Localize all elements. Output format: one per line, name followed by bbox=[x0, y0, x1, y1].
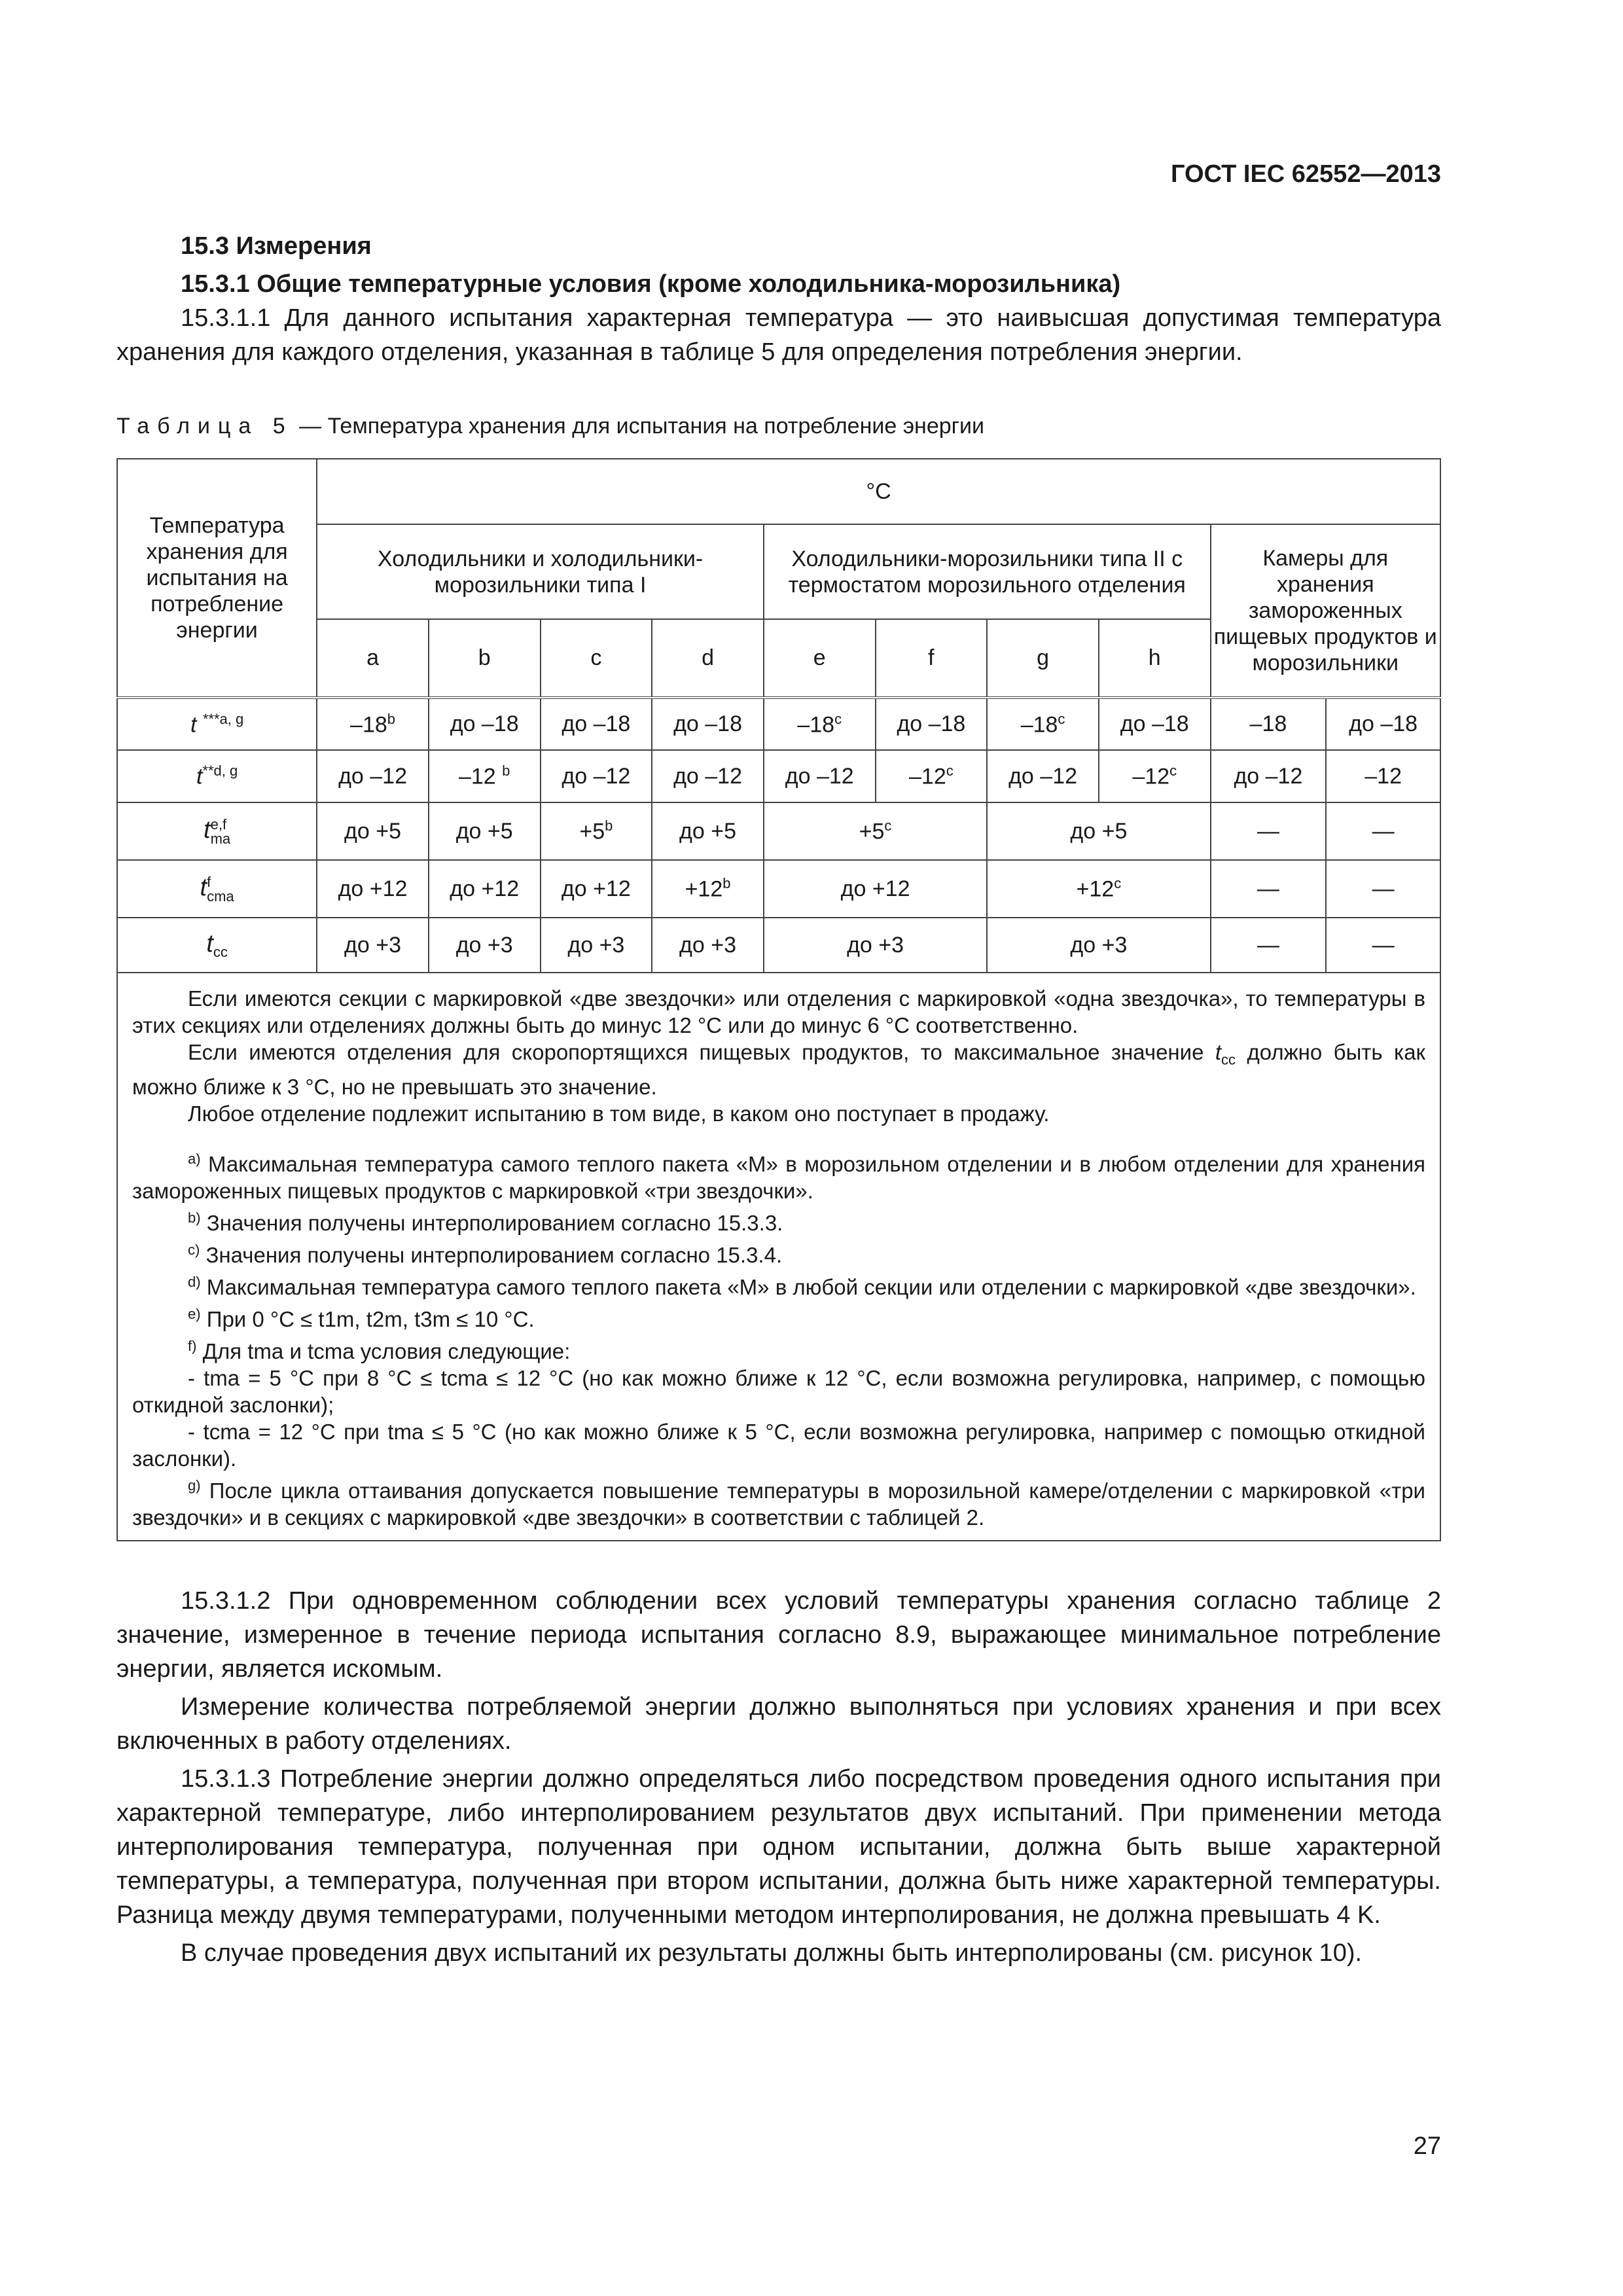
table-notes-row bbox=[117, 973, 1440, 1541]
table-cell: $+12^b$ bbox=[652, 860, 764, 918]
table-cell: $+5^b$ bbox=[541, 802, 652, 860]
table-cell: –18$^b$ bbox=[317, 698, 429, 750]
table-cell: до –18 bbox=[1099, 698, 1211, 750]
table-caption-text: — Температура хранения для испытания на потребление энергии bbox=[293, 414, 985, 439]
table-cell: до +12 bbox=[541, 860, 652, 918]
table-cell: до +3 bbox=[429, 918, 541, 973]
table-notes bbox=[117, 973, 1440, 1541]
table-cell: до –12 bbox=[317, 750, 429, 802]
table-cell: до –12 bbox=[1211, 750, 1327, 802]
unit-cell: °C bbox=[317, 459, 1440, 524]
footnote-a: $^{a)}$ Максимальная температура самого теплого пакета «М» в морозильном отделении и в любом отделении для хранения замороженных пищевых продуктов с маркировкой «три звездочки». bbox=[132, 1150, 1425, 1203]
column-header-e: e bbox=[764, 619, 876, 698]
group-header-type-1: Холодильники и холодильники-морозильники типа I bbox=[317, 524, 764, 619]
table-cell: –12 $^b$ bbox=[429, 750, 541, 802]
table-cell: — bbox=[1211, 802, 1327, 860]
table-cell: — bbox=[1326, 860, 1440, 918]
table-row bbox=[117, 860, 1440, 918]
group-header-freezers: Камеры для хранения замороженных пищевых продуктов и морозильники bbox=[1211, 524, 1440, 698]
row-label: t e,f ma bbox=[117, 802, 317, 860]
paragraph-15-3-1-1: 15.3.1.1 Для данного испытания характерная температура — это наивысшая допустимая температура хранения для каждого отделения, указанная в таблице 5 для определения потребления энергии. bbox=[116, 304, 1441, 366]
table-cell: — bbox=[1211, 918, 1327, 973]
column-header-a: a bbox=[317, 619, 429, 698]
row-label: t $^{***a, g}$ bbox=[117, 698, 317, 750]
table-row bbox=[117, 918, 1440, 973]
table-cell: — bbox=[1326, 802, 1440, 860]
column-header-d: d bbox=[652, 619, 764, 698]
table-cell: $+12^c$ bbox=[987, 860, 1210, 918]
table-caption-label: Таблица 5 bbox=[116, 414, 293, 439]
body-text bbox=[116, 1584, 1441, 1970]
column-header-f: f bbox=[876, 619, 988, 698]
table-cell: –12$^c$ bbox=[1099, 750, 1211, 802]
column-header-g: g bbox=[987, 619, 1099, 698]
table-cell: до –18 bbox=[1326, 698, 1440, 750]
row-label: t f cma bbox=[117, 860, 317, 918]
table-cell: до –18 bbox=[429, 698, 541, 750]
table-cell: до +3 bbox=[652, 918, 764, 973]
section-heading: 15.3 Измерения bbox=[181, 232, 372, 260]
footnote-c: $^{c)}$ Значения получены интерполированием согласно 15.3.4. bbox=[188, 1241, 783, 1267]
group-header-type-2: Холодильники-морозильники типа II с термостатом морозильного отделения bbox=[764, 524, 1211, 619]
footnote-f: $^{f)}$ Для tma и tcma условия следующие: bbox=[188, 1337, 571, 1363]
table-cell: до +12 bbox=[764, 860, 987, 918]
table-cell: –12 bbox=[1326, 750, 1440, 802]
table-cell: –18$^c$ bbox=[987, 698, 1099, 750]
table-cell: до +3 bbox=[987, 918, 1210, 973]
table-cell: $+5^c$ bbox=[764, 802, 987, 860]
table-cell: –18 bbox=[1211, 698, 1327, 750]
table-row bbox=[117, 802, 1440, 860]
table-cell: до +12 bbox=[429, 860, 541, 918]
paragraph-15-3-1-3: 15.3.1.3 Потребление энергии должно определяться либо посредством проведения одного испытания при характерной температуре, либо интерполированием результатов двух испытаний. При применении метода интерполирования температура, полученная при одном испытании, должна быть выше характерной температуры, а температура, полученная при втором испытании, должна быть ниже характерной температуры. Разница между двумя температурами, полученными методом интерполирования, не должна превышать 4 K. bbox=[116, 1765, 1441, 1929]
temperature-table bbox=[116, 458, 1441, 1541]
footnote-e: $^{e)}$ При 0 °C ≤ t1m, t2m, t3m ≤ 10 °C. bbox=[188, 1305, 535, 1331]
table-cell: до –12 bbox=[541, 750, 652, 802]
table-cell: до +5 bbox=[429, 802, 541, 860]
note-2: Если имеются отделения для скоропортящихся пищевых продуктов, то максимальное значение $t_{cc}$ должно быть как можно ближе к 3 °C, но не превышать это значение. bbox=[132, 1040, 1425, 1099]
table-cell: до +3 bbox=[317, 918, 429, 973]
table-cell: до –12 bbox=[652, 750, 764, 802]
table-cell: до +3 bbox=[541, 918, 652, 973]
table-caption bbox=[116, 414, 984, 439]
note-1: Если имеются секции с маркировкой «две звездочки» или отделения с маркировкой «одна звездочка», то температуры в этих секциях или отделениях должны быть до минус 12 °C или до минус 6 °C соответственно. bbox=[132, 986, 1425, 1037]
table-cell: до –18 bbox=[652, 698, 764, 750]
table-cell: — bbox=[1211, 860, 1327, 918]
table-cell: до –18 bbox=[541, 698, 652, 750]
paragraph-15-3-1-2: 15.3.1.2 При одновременном соблюдении всех условий температуры хранения согласно таблице 2 значение, измеренное в течение периода испытания согласно 8.9, выражающее минимальное потребление энергии, является искомым. bbox=[116, 1587, 1441, 1683]
table-cell: –18$^c$ bbox=[764, 698, 876, 750]
column-header-b: b bbox=[429, 619, 541, 698]
column-header-c: c bbox=[541, 619, 652, 698]
table-cell: до +5 bbox=[317, 802, 429, 860]
document-id: ГОСТ IEC 62552—2013 bbox=[1171, 160, 1441, 188]
footnote-f-item-2: - tcma = 12 °C при tma ≤ 5 °C (но как можно ближе к 5 °C, если возможна регулировка, например с помощью откидной заслонки). bbox=[132, 1419, 1425, 1471]
footnote-g: $^{g)}$ После цикла оттаивания допускается повышение температуры в морозильной камере/отделении с маркировкой «три звездочки» и в секциях с маркировкой «две звездочки» в соответствии с таблицей 2. bbox=[132, 1477, 1425, 1530]
footnote-d: $^{d)}$ Максимальная температура самого теплого пакета «М» в любой секции или отделении с маркировкой «две звездочки». bbox=[188, 1273, 1416, 1299]
table-cell: до +5 bbox=[652, 802, 764, 860]
column-header-h: h bbox=[1099, 619, 1211, 698]
table-cell: до +12 bbox=[317, 860, 429, 918]
row-label: $t^{**d, g}$ bbox=[117, 750, 317, 802]
table-cell: — bbox=[1326, 918, 1440, 973]
table-cell: до –18 bbox=[876, 698, 988, 750]
section-text bbox=[116, 229, 1441, 369]
paragraph-energy-measurement: Измерение количества потребляемой энергии должно выполняться при условиях хранения и при всех включенных в работу отделениях. bbox=[116, 1693, 1441, 1755]
table-cell: –12$^c$ bbox=[876, 750, 988, 802]
table-row bbox=[117, 698, 1440, 750]
row-label: $t_{cc}$ bbox=[117, 918, 317, 973]
page-number: 27 bbox=[1413, 2132, 1441, 2160]
footnote-b: $^{b)}$ Значения получены интерполированием согласно 15.3.3. bbox=[188, 1209, 783, 1235]
table-row bbox=[117, 750, 1440, 802]
table-cell: до –12 bbox=[764, 750, 876, 802]
subsection-heading: 15.3.1 Общие температурные условия (кроме холодильника-морозильника) bbox=[181, 270, 1121, 298]
table-cell: до +5 bbox=[987, 802, 1210, 860]
table-cell: до +3 bbox=[764, 918, 987, 973]
paragraph-interpolation: В случае проведения двух испытаний их результаты должны быть интерполированы (см. рисунок 10). bbox=[181, 1939, 1363, 1967]
table-cell: до –12 bbox=[987, 750, 1099, 802]
footnote-f-item-1: - tma = 5 °C при 8 °C ≤ tcma ≤ 12 °C (но как можно ближе к 12 °C, если возможна регулировка, например, с помощью откидной заслонки); bbox=[132, 1365, 1425, 1417]
row-header-cell: Температура хранения для испытания на потребление энергии bbox=[117, 459, 317, 698]
note-3: Любое отделение подлежит испытанию в том виде, в каком оно поступает в продажу. bbox=[188, 1101, 1050, 1126]
